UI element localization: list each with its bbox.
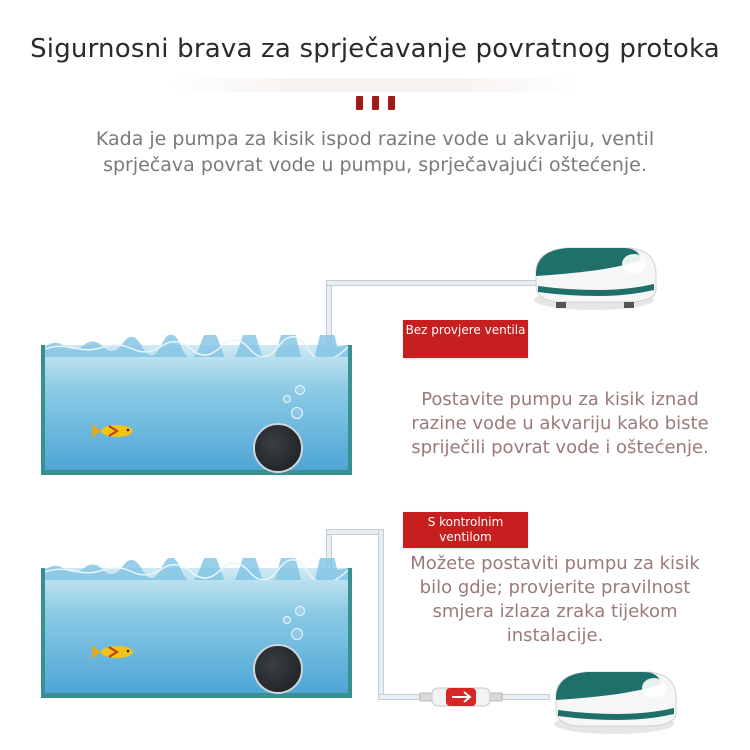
aquarium-tank bbox=[41, 345, 352, 475]
page-title: Sigurnosni brava za sprječavanje povratnog protoka bbox=[30, 34, 720, 64]
bubble bbox=[283, 395, 291, 403]
water-surface bbox=[45, 335, 348, 357]
air-tube-horizontal bbox=[326, 280, 538, 286]
air-tube-to-pump bbox=[500, 694, 550, 700]
fish-icon bbox=[89, 642, 137, 662]
air-stone bbox=[253, 644, 303, 694]
air-tube-down bbox=[378, 529, 384, 699]
divider-dash bbox=[356, 96, 363, 110]
badge-without-valve: Bez provjere ventila bbox=[403, 320, 528, 358]
bubble bbox=[295, 606, 305, 616]
badge-with-valve: S kontrolnim ventilom bbox=[403, 512, 528, 548]
air-pump-icon bbox=[528, 240, 660, 314]
bubble bbox=[295, 385, 305, 395]
section-divider bbox=[356, 96, 396, 110]
description-with-valve: Možete postaviti pumpu za kisik bilo gdje; provjerite pravilnost smjera izlaza zraka tijekom instalacije. bbox=[410, 553, 700, 646]
description-without-valve: Postavite pumpu za kisik iznad razine vode u akvariju kako biste spriječili povrat vode i oštećenje. bbox=[411, 389, 709, 458]
air-pump-icon bbox=[548, 664, 680, 738]
check-valve-icon bbox=[418, 682, 504, 712]
fish-icon bbox=[89, 421, 137, 441]
bubble bbox=[291, 628, 303, 640]
air-tube-to-valve bbox=[378, 694, 420, 700]
bubble bbox=[283, 616, 291, 624]
intro-text: Kada je pumpa za kisik ispod razine vode u akvariju, ventil sprječava povrat vode u pumpu, sprječavajući oštećenje. bbox=[95, 128, 655, 176]
title-underlay bbox=[170, 78, 580, 92]
divider-dash bbox=[372, 96, 379, 110]
bubble bbox=[291, 407, 303, 419]
divider-dash bbox=[388, 96, 395, 110]
air-stone bbox=[253, 423, 303, 473]
air-tube-top bbox=[326, 529, 382, 535]
water-surface bbox=[45, 558, 348, 580]
aquarium-tank bbox=[41, 568, 352, 698]
